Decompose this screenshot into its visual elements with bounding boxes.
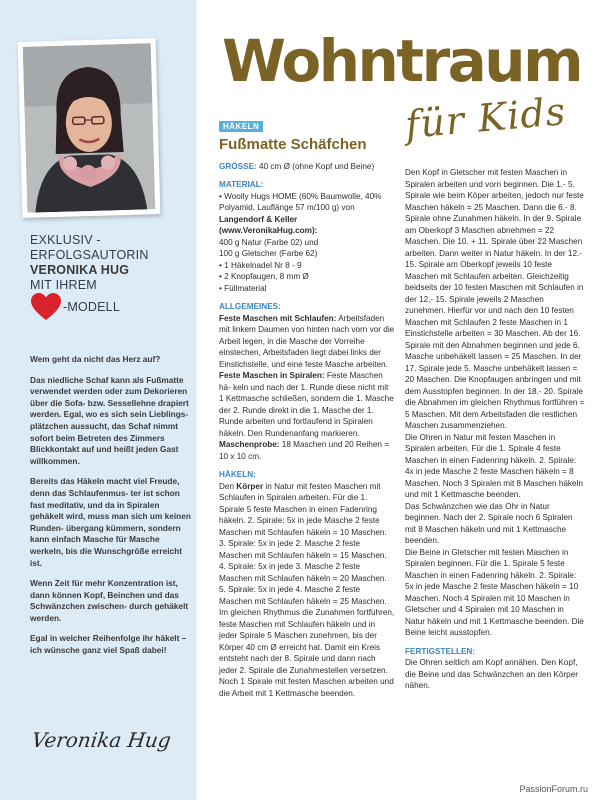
legs-paragraph: Die Beine in Gletscher mit festen Maschen in Spiralen beginnen. Für die 1. Spirale 5 feste Maschen in einen Fadenring häkeln. 2. Spirale: 5x in jede Masche 2 feste Maschen häkeln = 10 Maschen. Noch 4 Spiralen mit 10 Maschen in Gletscher und 4 Spiralen mit 10 Maschen in Natur häkeln und mit 1 Kettmasche beenden. Die Beine leicht ausstopfen.: [405, 547, 584, 637]
gauge-label: Maschenprobe:: [219, 440, 280, 449]
material-line: 400 g Natur (Farbe 02) und: [219, 237, 319, 247]
kicker-line-5: -MODELL: [63, 299, 120, 314]
pattern-title: Fußmatte Schäfchen: [219, 135, 367, 153]
crochet-heading: HÄKELN:: [219, 470, 256, 479]
material-heading: MATERIAL:: [219, 180, 264, 189]
material-line: • 1 Häkelnadel Nr 8 - 9: [219, 260, 302, 270]
finish-heading: FERTIGSTELLEN:: [405, 646, 476, 656]
general-text: Arbeitsfaden mit linkem Daumen von hinten nach vorn vor die Arbeit legen, in die Masche der Vorreihe einstechen, Arbeitsfaden liegt dabei links der Einstichstelle, und eine feste Masche arbeiten.: [219, 313, 395, 369]
author-photo: [18, 38, 161, 218]
category-tag: HÄKELN: [219, 121, 263, 132]
general-paragraph: [219, 370, 395, 439]
general-paragraph: [219, 313, 395, 371]
intro-paragraph: Das niedliche Schaf kann als Fußmatte verwendet werden oder zum Dekorieren über die Sofa- bzw. Sessellehne drapiert werden. Egal, wo es sich sein Lieblings- plätzchen aussucht, das Schaf nimmt sofort beim Betreten des Zimmers Blickkontakt auf und heißt jeden Gast willkommen.: [30, 374, 189, 466]
gauge-text: 18 Maschen und 20 Reihen = 10 x 10 cm.: [219, 440, 389, 461]
ears-paragraph: Die Ohren in Natur mit festen Maschen in Spiralen arbeiten. Für die 1. Spirale 4 feste Maschen in einen Fadenring häkeln. 2. Spirale: 4x in jede Masche 2 feste Maschen häkeln = 8 Maschen. Noch 3 Spiralen mit 8 Maschen häkeln und mit 1 Kettmasche beenden.: [405, 432, 583, 499]
body-paragraph: [219, 481, 395, 700]
size-line: [219, 161, 395, 173]
body-text: Den: [219, 481, 237, 491]
body-label: Körper: [236, 481, 264, 491]
sidebar-divider: [196, 0, 210, 800]
body-text: in Natur mit festen Maschen mit Schlaufen in Spiralen arbeiten. Für die 1. Spirale 5 feste Maschen in einen Fadenring häkeln. 2. Spirale: 5x in jede Masche 2 feste Maschen mit Schlaufen häkeln = 10 Maschen. 3. Spirale: 5x in jede 2. Masche 2 feste Maschen mit Schlaufen häkeln = 15 Maschen. 4. Spirale: 5x in jede 3. Masche 2 feste Maschen mit Schlaufen häkeln = 20 Maschen. 5. Spirale: 5x in jede 4. Masche 2 feste Maschen mit Schlaufen häkeln = 25 Maschen. Im gleichen Rhythmus die Zunahmen fortführen, feste Maschen mit Schlaufen häkeln und in jeder Spirale 5 Maschen zunehmen, bis der Körper 40 cm Ø erreicht hat. Damit ein Kreis entsteht nach der 8. Spirale und dann nach jeder 2. Spirale die Zunahmestellen versetzen. Noch 1 Spirale mit festen Maschen arbeiten und die Arbeit mit 1 Kettmasche beenden.: [219, 481, 395, 698]
portrait-image: [23, 43, 156, 213]
author-name: VERONIKA HUG: [30, 263, 130, 277]
pattern-column: [219, 121, 395, 699]
heart-icon: [30, 293, 62, 321]
material-line: Langendorf & Keller: [219, 214, 298, 224]
kicker-line-1: EXKLUSIV -: [30, 233, 101, 247]
intro-paragraph: Bereits das Häkeln macht viel Freude, denn das Schlaufenmus- ter ist schon fast meditativ, und da in Spiralen gehäkelt wird, muss man sich um keinen Runden- übergang kümmern, sondern kann einfach Masche für Masche werkeln, bis die Wunschgröße erreicht ist.: [30, 476, 191, 568]
material-line: 100 g Gletscher (Farbe 62): [219, 249, 318, 258]
author-signature: Veronika Hug: [30, 728, 173, 752]
author-intro: [30, 233, 195, 321]
kicker-line-2: ERFOLGSAUTORIN: [30, 248, 149, 262]
intro-text: [30, 354, 195, 666]
kicker-line-4: MIT IHREM: [30, 278, 97, 292]
size-value: 40 cm Ø (ohne Kopf und Beine): [256, 161, 375, 171]
head-paragraph: Den Kopf in Gletscher mit festen Maschen in Spiralen arbeiten und vorn beginnen. Die 1.- 5. Spirale wie beim Köper arbeiten, jedoch nur feste Maschen häkeln = 25 Maschen. Dann die 6.- 8. Spirale ohne Zunahmen häkeln. In der 9. Spirale am Oberkopf 3 Maschen abnehmen = 22 Maschen. Die 10. + 11. Spirale über 22 Maschen arbeiten. Dann weiter in Natur häkeln. In der 12.- 15. Spirale am Oberkopf jeweils 10 feste Maschen mit Schlaufen arbeiten. Gleichzeitig beidseits der 10 festen Maschen mit Schlaufen in der 12.- 15. Spirale jeweils 2 Maschen zunehmen. Hierfür vor und nach den 10 festen Maschen mit Schlaufen 2 feste Maschen in 1 Einstichstelle arbeiten = 30 Maschen. Ab der 16. Spirale mit den Abnahmen beginnen und jede 6. Masche unbehäkelt lassen = 25 Maschen. In der 17. Spirale jede 5. Masche unbehäkelt lassen = 20 Maschen. Die Knopfaugen anbringen und mit dem Ausstopfen beginnen. In der 18.- 20. Spirale die Abnahmen im gleichen Rhythmus fortführen = 5 Maschen. Mit dem Arbeitsfaden die restlichen Maschen zusammenziehen.: [405, 168, 585, 430]
instructions-column: [405, 167, 585, 692]
material-line: (www.VeronikaHug.com):: [219, 226, 318, 235]
tail-paragraph: Das Schwänzchen wie das Ohr in Natur beginnen. Nach der 2. Spirale noch 6 Spiralen mit 8 Maschen häkeln und mit 1 Kettmasche beenden.: [405, 501, 573, 545]
watermark-footer: PassionForum.ru: [519, 784, 588, 794]
page-subtitle: für Kids: [403, 89, 568, 147]
gauge-paragraph: [219, 439, 395, 462]
intro-paragraph: Egal in welcher Reihenfolge ihr häkelt – ich wünsche ganz viel Spaß dabei!: [30, 633, 187, 656]
material-line: • 2 Knopfaugen, 8 mm Ø: [219, 272, 309, 281]
page-title: Wohntraum: [222, 27, 582, 95]
size-label: GRÖSSE:: [219, 161, 257, 171]
intro-paragraph: Wenn Zeit für mehr Konzentration ist, dann können Kopf, Beinchen und das Schwänzchen zwischen- durch gehäkelt werden.: [30, 578, 189, 623]
general-heading: ALLGEMEINES:: [219, 302, 281, 311]
general-label: Feste Maschen in Spiralen:: [219, 371, 325, 380]
material-line: • Füllmaterial: [219, 283, 267, 293]
general-label: Feste Maschen mit Schlaufen:: [219, 313, 337, 323]
general-text: Feste Maschen hä- keln und nach der 1. Runde diese nicht mit 1 Kettmasche schließen, sondern die 1. Masche der 2. Runde direkt in die 1. Masche der 1. Runde arbeiten und fortlaufend in Spiralen häkeln. Den Rundenanfang markieren.: [219, 371, 394, 438]
material-line: • Woolly Hugs HOME (60% Baumwolle, 40% Polyamid, Lauflänge 57 m/100 g) von: [219, 191, 382, 212]
finish-paragraph: Die Ohren seitlich am Kopf annähen. Den Kopf, die Beine und das Schwänzchen an den Körper nähen.: [405, 658, 578, 690]
intro-paragraph: Wem geht da nicht das Herz auf?: [30, 354, 161, 364]
